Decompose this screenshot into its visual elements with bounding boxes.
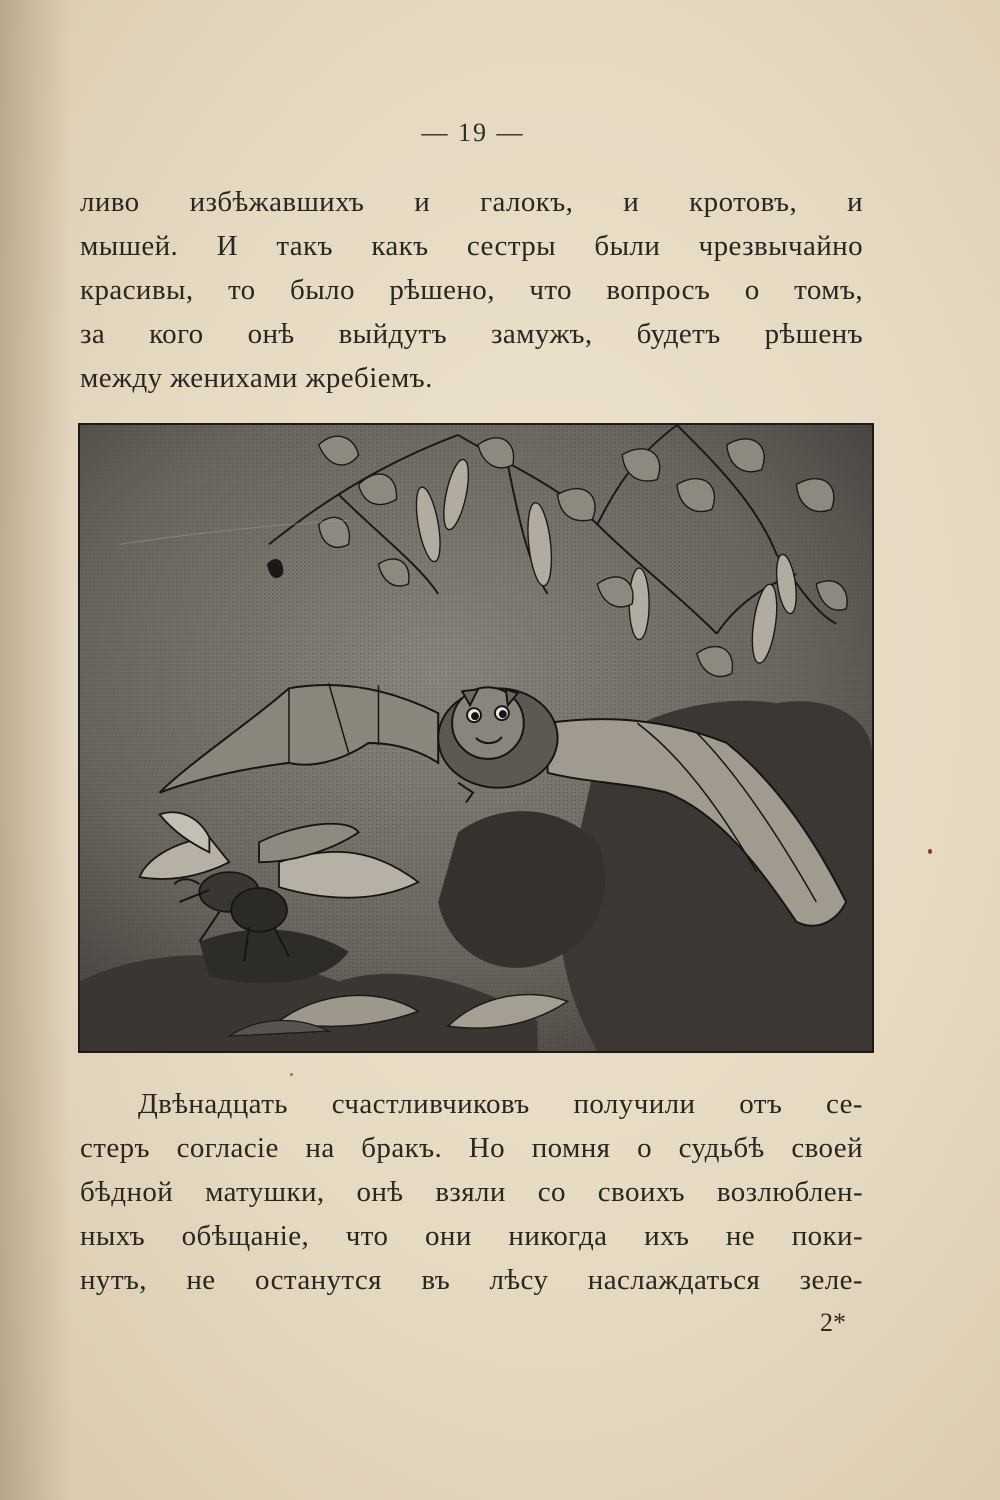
text-line: между женихами жребіемъ.: [80, 362, 433, 394]
text-line: ливо избѣжавшихъ и галокъ, и кротовъ, и: [80, 186, 863, 218]
page-number: — 19 —: [421, 118, 525, 147]
signature-mark: 2*: [820, 1308, 846, 1337]
text-line: мышей. И такъ какъ сестры были чрезвычайно: [80, 230, 863, 262]
text-line: стеръ согласіе на бракъ. Но помня о судьбѣ своей: [80, 1132, 863, 1164]
paper-speck: [290, 1073, 293, 1076]
paragraph-top: [80, 180, 863, 400]
paragraph-bottom: [80, 1082, 863, 1302]
text-line: бѣдной матушки, онѣ взяли со своихъ возлюблен-: [80, 1176, 863, 1208]
text-line: красивы, то было рѣшено, что вопросъ о томъ,: [80, 274, 863, 306]
text-line: ныхъ обѣщаніе, что они никогда ихъ не поки-: [80, 1220, 863, 1252]
paper-speck: [928, 849, 932, 854]
illustration-bat-beetle: [78, 423, 874, 1053]
text-line: Двѣнадцать счастливчиковъ получили отъ се-: [138, 1088, 863, 1120]
text-line: за кого онѣ выйдутъ замужъ, будетъ рѣшенъ: [80, 318, 863, 350]
text-line: нутъ, не останутся въ лѣсу наслаждаться зеле-: [80, 1264, 863, 1296]
